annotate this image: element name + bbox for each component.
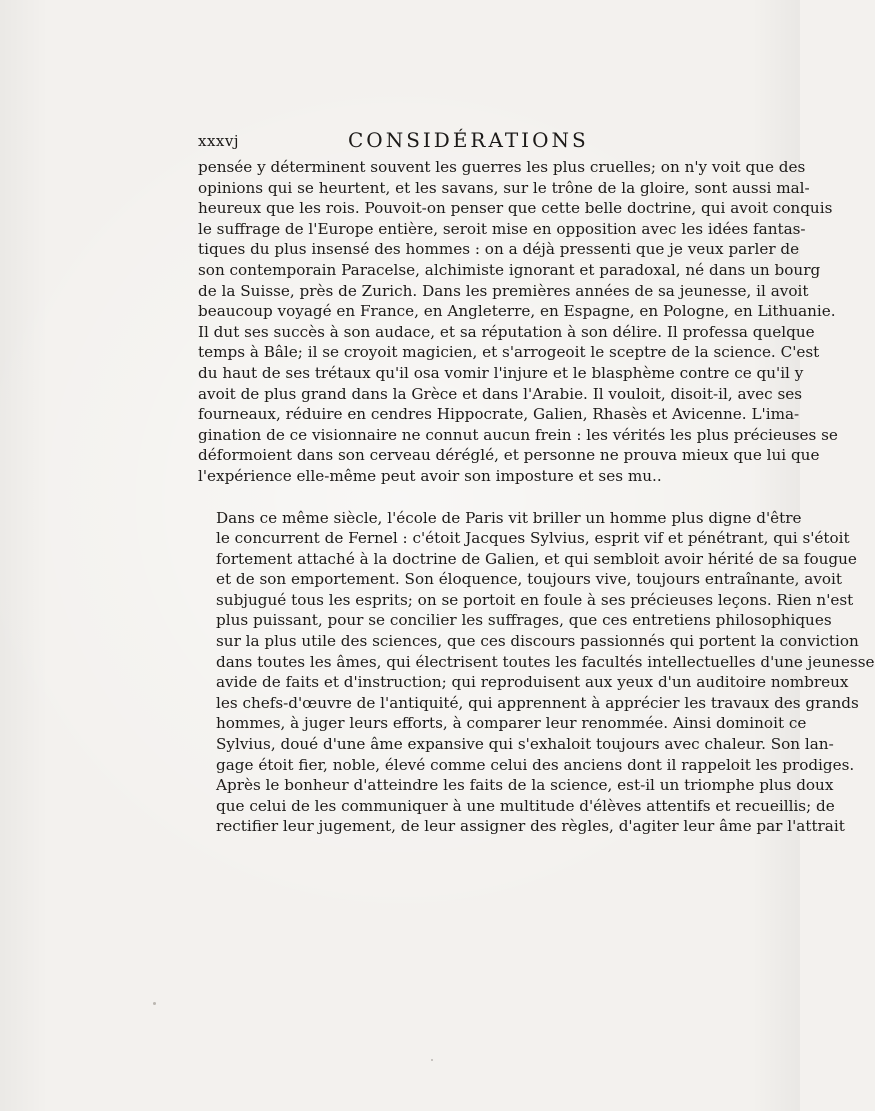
text-line: sur la plus utile des sciences, que ces discours passionnés qui portent la conviction [216, 632, 859, 651]
text-line: gination de ce visionnaire ne connut aucun frein : les vérités les plus précieuses se [198, 425, 838, 444]
body-text [198, 157, 875, 837]
text-line: le suffrage de l'Europe entière, seroit mise en opposition avec les idées fantas- [198, 219, 806, 238]
text-line: plus puissant, pour se concilier les suffrages, que ces entretiens philosophiques [216, 611, 832, 630]
text-line: du haut de ses trétaux qu'il osa vomir l'injure et le blasphème contre ce qu'il y [198, 363, 804, 382]
text-line: dans toutes les âmes, qui électrisent toutes les facultés intellectuelles d'une jeunesse [216, 652, 875, 671]
text-line: tiques du plus insensé des hommes : on a déjà pressenti que je veux parler de [198, 240, 800, 259]
text-line: gage étoit fier, noble, élevé comme celui des anciens dont il rappeloit les prodiges. [216, 755, 855, 774]
text-line: et de son emportement. Son éloquence, toujours vive, toujours entraînante, avoit [216, 570, 843, 589]
paragraph-sylvius [198, 508, 875, 838]
text-line: avide de faits et d'instruction; qui reproduisent aux yeux d'un auditoire nombreux [216, 673, 849, 692]
text-line: rectifier leur jugement, de leur assigner des règles, d'agiter leur âme par l'attrait [216, 817, 845, 836]
text-line: déformoient dans son cerveau déréglé, et personne ne prouva mieux que lui que [198, 446, 820, 465]
text-line: pensée y déterminent souvent les guerres les plus cruelles; on n'y voit que des [198, 158, 806, 176]
paper-speck [431, 1059, 433, 1061]
text-line: beaucoup voyagé en France, en Angleterre, en Espagne, en Pologne, en Lithuanie. [198, 302, 836, 321]
text-line: l'expérience elle-même peut avoir son imposture et ses mu.. [198, 466, 662, 485]
text-line: fortement attaché à la doctrine de Galien, et qui sembloit avoir hérité de sa fougue [216, 549, 857, 568]
text-line: subjugué tous les esprits; on se portoit en foule à ses précieuses leçons. Rien n'est [216, 590, 854, 609]
running-title: CONSIDÉRATIONS [348, 128, 589, 152]
paragraph-paracelse [198, 157, 838, 487]
page-number: xxxvj [198, 132, 240, 150]
text-line: hommes, à juger leurs efforts, à comparer leur renommée. Ainsi dominoit ce [216, 714, 807, 733]
text-line: avoit de plus grand dans la Grèce et dans l'Arabie. Il vouloit, disoit-il, avec ses [198, 384, 803, 403]
paper-speck [153, 1002, 156, 1005]
text-line: Après le bonheur d'atteindre les faits de la science, est-il un triomphe plus doux [216, 776, 834, 795]
text-line: Il dut ses succès à son audace, et sa réputation à son délire. Il professa quelque [198, 322, 815, 341]
text-line: temps à Bâle; il se croyoit magicien, et s'arrogeoit le sceptre de la science. C'est [198, 343, 820, 362]
text-line: que celui de les communiquer à une multitude d'élèves attentifs et recueillis; de [216, 796, 835, 815]
page-header [198, 128, 690, 156]
text-line: le concurrent de Fernel : c'étoit Jacques Sylvius, esprit vif et pénétrant, qui s'étoit [216, 529, 850, 548]
text-line: fourneaux, réduire en cendres Hippocrate, Galien, Rhasès et Avicenne. L'ima- [198, 405, 800, 424]
text-line: Dans ce même siècle, l'école de Paris vit briller un homme plus digne d'être [216, 508, 802, 527]
text-line: son contemporain Paracelse, alchimiste ignorant et paradoxal, né dans un bourg [198, 260, 821, 279]
text-line: les chefs-d'œuvre de l'antiquité, qui apprennent à apprécier les travaux des grands [216, 693, 859, 712]
text-line: Sylvius, doué d'une âme expansive qui s'exhaloit toujours avec chaleur. Son lan- [216, 735, 834, 754]
text-line: opinions qui se heurtent, et les savans, sur le trône de la gloire, sont aussi mal- [198, 178, 810, 197]
text-line: heureux que les rois. Pouvoit-on penser que cette belle doctrine, qui avoit conquis [198, 199, 833, 218]
text-line: de la Suisse, près de Zurich. Dans les premières années de sa jeunesse, il avoit [198, 281, 809, 300]
